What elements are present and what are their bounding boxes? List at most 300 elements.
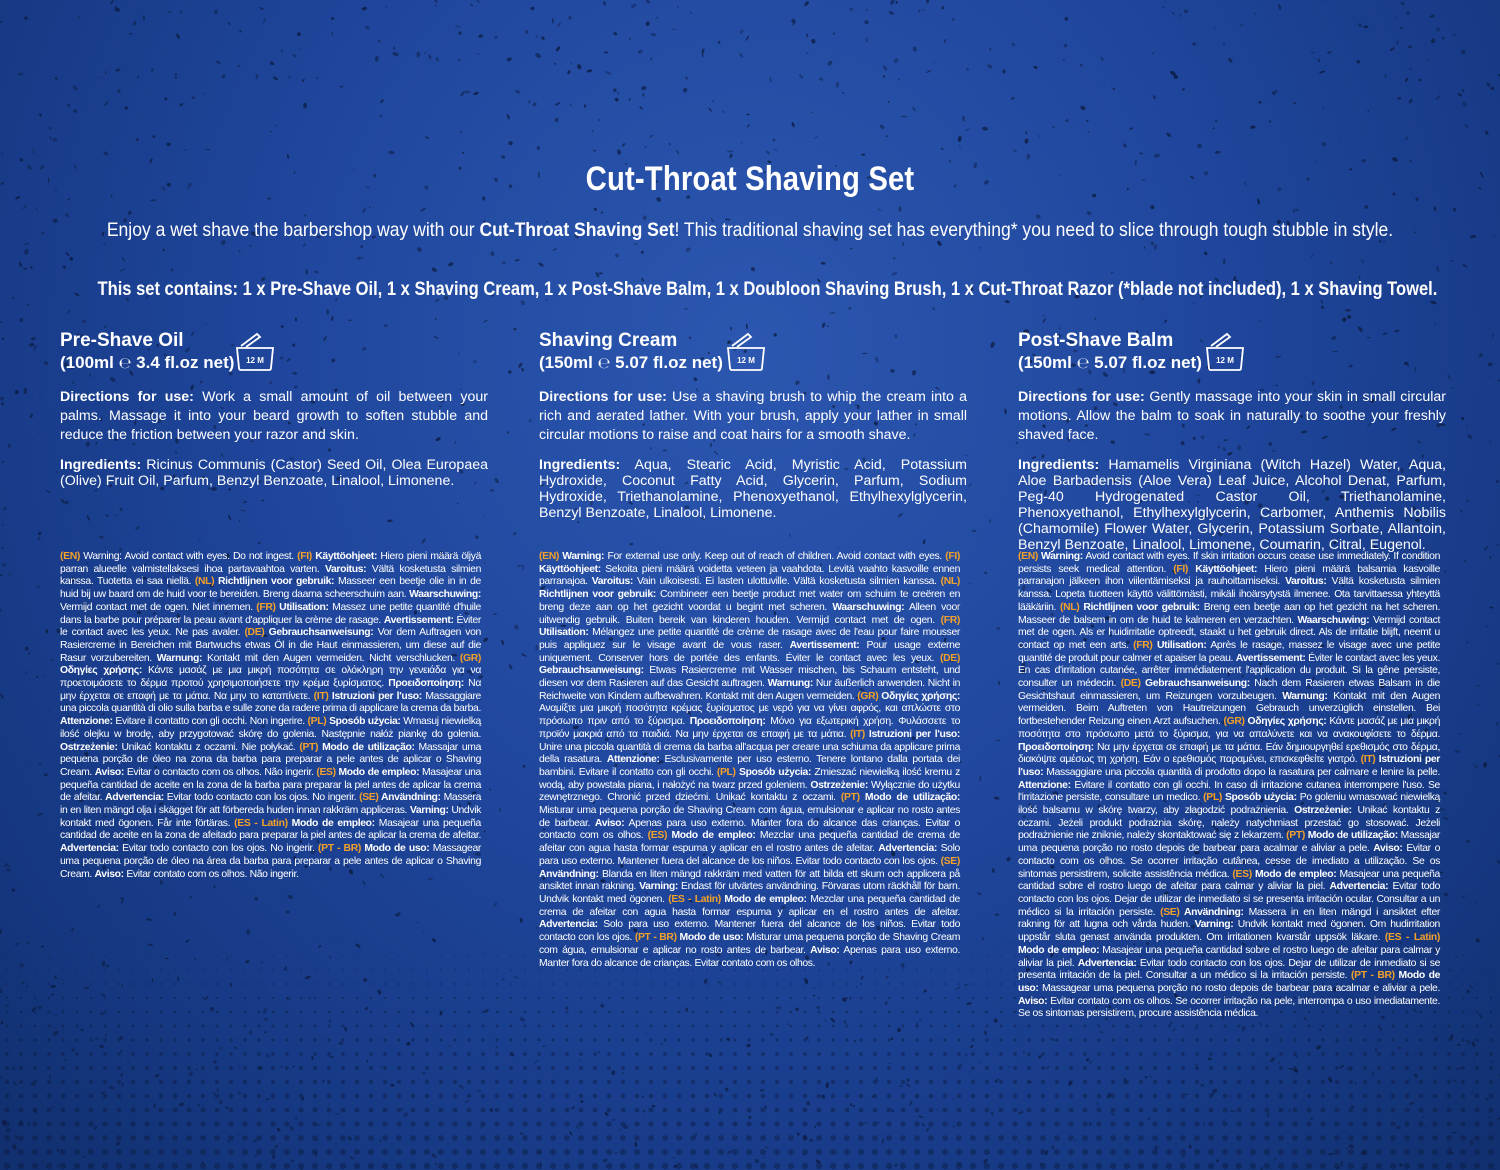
texture-speck (484, 952, 486, 954)
halftone-dot (1083, 1080, 1087, 1084)
texture-speck (309, 997, 312, 999)
texture-speck (1478, 186, 1482, 190)
warning-label: Istruzioni per l'uso: (864, 728, 960, 740)
texture-speck (126, 1060, 130, 1063)
halftone-dot (607, 1108, 612, 1113)
texture-speck (473, 91, 479, 95)
halftone-dot (537, 1094, 542, 1099)
warning-text: Vermijd contact met de ogen. Niet innemen. (60, 601, 257, 613)
texture-speck (52, 1030, 59, 1037)
halftone-dot (214, 1121, 219, 1126)
halftone-dot (216, 983, 218, 985)
texture-speck (535, 35, 538, 39)
product-header (60, 330, 488, 374)
halftone-dot (1348, 1135, 1354, 1141)
halftone-dot (174, 1011, 177, 1014)
texture-speck (821, 262, 826, 265)
texture-speck (672, 29, 677, 31)
halftone-dot (1490, 1025, 1493, 1028)
halftone-dot (1364, 1025, 1367, 1028)
texture-speck (83, 1156, 85, 1159)
halftone-dot (970, 1163, 976, 1169)
halftone-dot (635, 1038, 638, 1041)
halftone-dot (1124, 1121, 1129, 1126)
texture-speck (56, 471, 58, 473)
halftone-dot (398, 1011, 401, 1014)
halftone-dot (705, 1038, 708, 1041)
texture-speck (1483, 546, 1488, 552)
halftone-dot (32, 1163, 38, 1169)
halftone-dot (1152, 1121, 1157, 1126)
halftone-dot (705, 1094, 710, 1099)
halftone-dot (524, 983, 526, 985)
halftone-dot (887, 1066, 891, 1070)
texture-speck (1043, 314, 1045, 316)
halftone-dot (649, 1066, 653, 1070)
texture-speck (150, 68, 154, 72)
halftone-dot (482, 1011, 485, 1014)
texture-speck (0, 182, 4, 186)
texture-speck (613, 31, 618, 36)
texture-speck (1214, 119, 1217, 122)
halftone-dot (649, 1094, 654, 1099)
halftone-dot (230, 1011, 233, 1014)
warning-label: Warnung: (156, 652, 203, 664)
halftone-dot (1463, 942, 1464, 943)
halftone-dot (565, 1108, 570, 1113)
halftone-dot (608, 1025, 611, 1028)
texture-speck (612, 1119, 616, 1120)
halftone-dot (144, 1121, 149, 1126)
halftone-dot (1474, 1149, 1480, 1155)
halftone-dot (1054, 1121, 1059, 1126)
halftone-dot (508, 1149, 514, 1155)
halftone-dot (20, 1011, 23, 1014)
texture-speck (22, 205, 27, 210)
texture-speck (476, 0, 480, 3)
texture-speck (891, 271, 898, 276)
halftone-dot (1014, 997, 1016, 999)
halftone-dot (692, 1025, 695, 1028)
halftone-dot (510, 997, 512, 999)
halftone-dot (900, 1149, 906, 1155)
halftone-dot (286, 1025, 289, 1028)
halftone-dot (551, 1080, 555, 1084)
halftone-dot (621, 1094, 626, 1099)
halftone-dot (258, 1025, 261, 1028)
halftone-dot (370, 1025, 373, 1028)
halftone-dot (1251, 1080, 1255, 1084)
halftone-dot (1488, 1163, 1494, 1169)
halftone-dot (4, 1149, 10, 1155)
texture-speck (1004, 408, 1007, 414)
halftone-dot (1014, 1025, 1017, 1028)
texture-speck (711, 100, 714, 102)
halftone-dot (74, 1149, 80, 1155)
texture-speck (557, 22, 562, 27)
halftone-dot (104, 1025, 107, 1028)
halftone-dot (34, 997, 36, 999)
halftone-dot (1490, 983, 1492, 985)
texture-speck (1080, 64, 1083, 67)
halftone-dot (1334, 1121, 1339, 1126)
texture-speck (1215, 150, 1221, 154)
texture-speck (888, 10, 894, 15)
halftone-dot (536, 1135, 542, 1141)
halftone-dot (622, 983, 624, 985)
halftone-dot (383, 1038, 386, 1041)
halftone-dot (117, 1080, 121, 1084)
halftone-dot (1027, 1038, 1030, 1041)
halftone-dot (1446, 1135, 1452, 1141)
halftone-dot (662, 1121, 667, 1126)
texture-speck (1430, 300, 1437, 304)
texture-speck (164, 97, 168, 101)
halftone-dot (1110, 1121, 1115, 1126)
halftone-dot (271, 1108, 276, 1113)
halftone-dot (719, 1066, 723, 1070)
halftone-dot (89, 1080, 93, 1084)
warning-label: Waarschuwing: (1297, 614, 1370, 626)
halftone-dot (916, 1011, 919, 1014)
halftone-dot (873, 1052, 877, 1056)
halftone-dot (5, 1066, 9, 1070)
language-code: (PT) (299, 741, 319, 753)
texture-speck (901, 115, 907, 117)
halftone-dot (845, 1038, 848, 1041)
halftone-dot (1349, 1080, 1353, 1084)
halftone-dot (973, 942, 974, 943)
halftone-dot (1222, 1149, 1228, 1155)
texture-speck (769, 1033, 773, 1037)
halftone-dot (566, 983, 568, 985)
texture-speck (1397, 1046, 1401, 1050)
warning-label: Varning: (1194, 919, 1234, 931)
texture-speck (7, 868, 11, 872)
halftone-dot (1014, 983, 1016, 985)
halftone-dot (88, 1135, 94, 1141)
halftone-dot (133, 942, 134, 943)
halftone-dot (91, 942, 92, 943)
halftone-dot (131, 1080, 135, 1084)
halftone-dot (1321, 1080, 1325, 1084)
texture-speck (1342, 317, 1347, 323)
warning-text: Masajear una pequeña cantidad de aceite en la zona de la barba para preparar la piel antes de aplicar la crema de afeitar. (60, 766, 481, 804)
texture-speck (287, 154, 289, 159)
halftone-dot (789, 1108, 794, 1113)
warning-label: Modo de empleo: (720, 893, 807, 905)
halftone-dot (1069, 1038, 1072, 1041)
halftone-dot (1195, 1066, 1199, 1070)
halftone-dot (621, 1108, 626, 1113)
texture-speck (513, 531, 517, 536)
warning-text: Etwas Rasiercreme mit Wasser mischen, bis Schaum entsteht, und diesen vor dem Rasieren auf das Gesicht auftragen. (539, 665, 960, 690)
halftone-dot (944, 1011, 947, 1014)
halftone-dot (468, 983, 470, 985)
halftone-dot (1475, 1038, 1478, 1041)
texture-speck (295, 318, 298, 322)
halftone-dot (1265, 1052, 1269, 1056)
halftone-dot (131, 1038, 134, 1041)
texture-speck (826, 325, 828, 328)
warning-text: Nach dem Rasieren etwas Balsam in die Gesichtshaut einmassieren, um Reizungen vorzubeugen. (1018, 678, 1440, 702)
halftone-dot (496, 955, 497, 956)
texture-speck (0, 574, 3, 576)
halftone-dot (915, 1038, 918, 1041)
texture-speck (964, 984, 967, 986)
texture-speck (637, 49, 643, 54)
texture-speck (534, 52, 542, 59)
halftone-dot (75, 1080, 79, 1084)
texture-speck (1258, 101, 1262, 104)
texture-speck (1193, 302, 1195, 304)
warning-label: Gebrauchsanweisung: (1140, 678, 1250, 690)
warning-label: Avertissement: (789, 639, 860, 651)
halftone-dot (888, 983, 890, 985)
texture-speck (808, 1039, 811, 1043)
texture-speck (614, 1152, 618, 1154)
texture-speck (1452, 207, 1457, 212)
halftone-dot (6, 1025, 9, 1028)
warning-label: Modo de utilização: (318, 741, 415, 753)
halftone-dot (131, 1094, 136, 1099)
texture-speck (598, 119, 601, 122)
texture-speck (856, 986, 858, 988)
halftone-dot (1125, 1094, 1130, 1099)
halftone-dot (984, 1163, 990, 1169)
texture-speck (280, 49, 283, 52)
halftone-dot (425, 1080, 429, 1084)
texture-speck (1322, 108, 1324, 109)
halftone-dot (1294, 1025, 1297, 1028)
halftone-dot (592, 1163, 598, 1169)
texture-speck (791, 122, 795, 128)
texture-speck (26, 941, 30, 945)
texture-speck (119, 268, 125, 272)
halftone-dot (5, 1052, 9, 1056)
texture-speck (1464, 559, 1466, 562)
texture-speck (1347, 315, 1352, 320)
texture-speck (1259, 1022, 1263, 1026)
texture-speck (642, 1110, 645, 1113)
warning-text: Wyłącznie do użytku zewnętrznego. Chronić przed dziećmi. Unikać kontaktu z oczami. (539, 779, 960, 804)
halftone-dot (816, 1121, 821, 1126)
texture-speck (50, 985, 56, 989)
language-code: (GR) (459, 652, 481, 664)
halftone-dot (846, 1011, 849, 1014)
texture-speck (28, 342, 34, 347)
texture-speck (1038, 134, 1040, 139)
warning-text: Vältä kosketusta silmien kanssa. Tuotetta ei saa niellä. (60, 563, 481, 588)
texture-speck (957, 135, 962, 142)
halftone-dot (425, 1066, 429, 1070)
warning-label: Modo de uso: (1018, 970, 1441, 994)
texture-speck (379, 1139, 382, 1142)
halftone-dot (355, 1052, 359, 1056)
halftone-dot (172, 1163, 178, 1169)
warning-text: Masajear una pequeña cantidad sobre el rostro luego de afeitar para calmar y aliviar la piel. (1018, 868, 1440, 893)
texture-speck (326, 309, 329, 315)
texture-speck (984, 571, 987, 574)
halftone-dot (790, 1011, 793, 1014)
halftone-dot (468, 969, 470, 971)
halftone-dot (1083, 1066, 1087, 1070)
halftone-dot (229, 1038, 232, 1041)
halftone-dot (664, 1011, 667, 1014)
warning-label: Aviso: (94, 766, 125, 778)
halftone-dot (1404, 1149, 1410, 1155)
halftone-dot (580, 1011, 583, 1014)
texture-speck (264, 988, 265, 990)
texture-speck (22, 981, 25, 985)
warnings-pre-shave-oil (60, 551, 481, 881)
halftone-dot (508, 1135, 514, 1141)
halftone-dot (1306, 1121, 1311, 1126)
halftone-dot (1462, 969, 1464, 971)
texture-speck (879, 124, 886, 130)
halftone-dot (1041, 1094, 1046, 1099)
warning-label: Οδηγίες χρήσης: (1244, 716, 1327, 728)
texture-speck (538, 262, 544, 268)
texture-speck (477, 1089, 481, 1093)
texture-speck (168, 11, 171, 14)
halftone-dot (1334, 1163, 1340, 1169)
halftone-dot (986, 969, 988, 971)
texture-speck (363, 977, 368, 982)
halftone-dot (1154, 1025, 1157, 1028)
texture-speck (105, 1034, 107, 1038)
texture-speck (727, 151, 733, 153)
halftone-dot (1195, 1108, 1200, 1113)
warning-text: Evitar todo contacto con los ojos. No ingerir. (118, 843, 318, 855)
warning-text: Massera in en liten mängd i ansiktet efter rakning för att lugna och vårda huden. (1018, 906, 1441, 931)
halftone-dot (606, 1163, 612, 1169)
halftone-dot (663, 1080, 667, 1084)
halftone-dot (552, 1011, 555, 1014)
texture-speck (1023, 1050, 1025, 1054)
halftone-dot (508, 1121, 513, 1126)
halftone-dot (173, 1052, 177, 1056)
halftone-dot (48, 969, 50, 971)
halftone-dot (1446, 1163, 1452, 1169)
halftone-dot (327, 1038, 330, 1041)
halftone-dot (872, 1135, 878, 1141)
halftone-dot (888, 997, 890, 999)
texture-speck (1260, 1167, 1263, 1170)
halftone-dot (88, 1163, 94, 1169)
halftone-dot (648, 1149, 654, 1155)
halftone-dot (1167, 1080, 1171, 1084)
halftone-dot (859, 1038, 862, 1041)
halftone-dot (33, 1080, 37, 1084)
texture-speck (328, 1102, 330, 1105)
texture-speck (97, 76, 100, 79)
texture-speck (673, 1156, 675, 1159)
language-code: (SE) (359, 792, 379, 804)
halftone-dot (146, 1011, 149, 1014)
texture-speck (555, 46, 561, 52)
halftone-dot (454, 983, 456, 985)
halftone-dot (271, 1080, 275, 1084)
halftone-dot (186, 1135, 192, 1141)
texture-speck (1340, 139, 1342, 141)
halftone-dot (704, 1121, 709, 1126)
halftone-dot (734, 1025, 737, 1028)
halftone-dot (188, 969, 190, 971)
texture-speck (1172, 12, 1175, 16)
language-code: (ES - Latin) (668, 893, 721, 905)
halftone-dot (552, 997, 554, 999)
halftone-dot (5, 1108, 10, 1113)
halftone-dot (1376, 1135, 1382, 1141)
halftone-dot (230, 983, 232, 985)
halftone-dot (1390, 1149, 1396, 1155)
texture-speck (595, 271, 600, 277)
halftone-dot (1321, 1038, 1324, 1041)
texture-speck (17, 72, 23, 76)
warning-label: Προειδοποίηση: (388, 678, 464, 690)
product-name: Post-Shave Balm (1018, 330, 1174, 351)
halftone-dot (914, 1149, 920, 1155)
halftone-dot (1489, 1038, 1492, 1041)
halftone-dot (4, 1163, 10, 1169)
halftone-dot (201, 1038, 204, 1041)
directions: Directions for use: Work a small amount of oil between your palms. Massage it into your beard growth to soften stubble and reduce the friction between your razor and skin. (60, 389, 488, 443)
texture-speck (0, 1076, 2, 1079)
texture-speck (1293, 209, 1296, 213)
halftone-dot (1112, 1025, 1115, 1028)
halftone-dot (243, 1080, 247, 1084)
halftone-dot (76, 955, 77, 956)
texture-speck (154, 1074, 160, 1078)
texture-speck (165, 957, 169, 959)
halftone-dot (427, 942, 428, 943)
halftone-dot (467, 1066, 471, 1070)
texture-speck (882, 75, 885, 78)
texture-speck (772, 138, 776, 142)
halftone-dot (1012, 1149, 1018, 1155)
halftone-dot (1363, 1094, 1368, 1099)
texture-speck (1367, 110, 1370, 113)
halftone-dot (201, 1108, 206, 1113)
warning-label: Varoitus: (591, 576, 633, 588)
ingredients: Ingredients: Aqua, Stearic Acid, Myristic Acid, Potassium Hydroxide, Coconut Fatty Acid, Glycerin, Parfum, Sodium Hydroxide, Triethanolamine, Phenoxyethanol, Ethylhexylglycerin, Benzyl Benzoate, Linalool, Limonene. (539, 457, 967, 521)
texture-speck (1469, 1140, 1474, 1146)
halftone-dot (874, 997, 876, 999)
halftone-dot (328, 969, 330, 971)
halftone-dot (746, 1163, 752, 1169)
halftone-dot (327, 1080, 331, 1084)
halftone-dot (1001, 942, 1002, 943)
texture-speck (1164, 319, 1168, 323)
texture-speck (245, 960, 250, 964)
texture-speck (484, 562, 486, 564)
halftone-dot (89, 1066, 93, 1070)
halftone-dot (802, 1121, 807, 1126)
halftone-dot (312, 1163, 318, 1169)
texture-speck (153, 1104, 156, 1108)
halftone-dot (860, 1011, 863, 1014)
halftone-dot (439, 1066, 443, 1070)
halftone-dot (48, 1025, 51, 1028)
halftone-dot (1111, 1038, 1114, 1041)
halftone-dot (89, 1038, 92, 1041)
halftone-dot (551, 1038, 554, 1041)
halftone-dot (1054, 1135, 1060, 1141)
halftone-dot (1488, 1149, 1494, 1155)
texture-speck (255, 74, 258, 79)
halftone-dot (481, 1080, 485, 1084)
